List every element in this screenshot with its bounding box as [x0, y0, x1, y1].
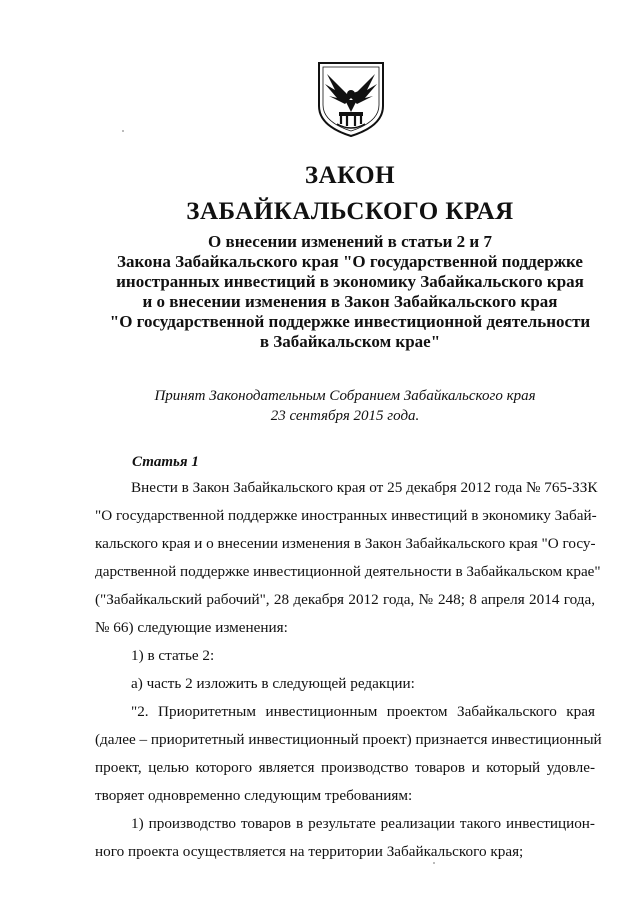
article-line: (далее – приоритетный инвестиционный проект) признается инвестиционный	[95, 731, 602, 748]
adoption-note	[0, 386, 640, 426]
subject-line: О внесении изменений в статьи 2 и 7	[208, 232, 492, 251]
article-line: 1) производство товаров в результате реализации такого инвестицион-	[131, 815, 595, 832]
article-line: Внести в Закон Забайкальского края от 25 декабря 2012 года № 765-ЗЗК	[131, 479, 598, 496]
subject-line: в Забайкальском крае"	[259, 332, 441, 351]
subject-line: иностранных инвестиций в экономику Забайкальского края	[116, 272, 584, 291]
article-line: а) часть 2 изложить в следующей редакции:	[131, 675, 415, 692]
scan-artifact	[433, 862, 435, 864]
article-line: проект, целью которого является производство товаров и который удовле-	[95, 759, 595, 776]
adoption-line: 23 сентября 2015 года.	[270, 408, 420, 424]
article-line: 1) в статье 2:	[131, 647, 215, 664]
law-title-line2: ЗАБАЙКАЛЬСКОГО КРАЯ	[186, 198, 514, 225]
article-line: ного проекта осуществляется на территории Забайкальского края;	[95, 843, 524, 860]
article-title: Статья 1	[132, 454, 199, 470]
coat-of-arms-emblem	[315, 60, 387, 138]
article-line: "О государственной поддержке иностранных инвестиций в экономику Забай-	[95, 507, 597, 524]
subject-line: "О государственной поддержке инвестиционной деятельности	[109, 312, 591, 331]
article-line: дарственной поддержке инвестиционной деятельности в Забайкальском крае"	[95, 563, 601, 580]
subject-line: Закона Забайкальского края "О государственной поддержке	[117, 252, 583, 271]
article-line: "2. Приоритетным инвестиционным проектом Забайкальского края	[131, 703, 595, 720]
article-line: кальского края и о внесении изменения в Закон Забайкальского края "О госу-	[95, 535, 596, 552]
adoption-line: Принят Законодательным Собранием Забайкальского края	[154, 388, 536, 404]
subject-line: и о внесении изменения в Закон Забайкальского края	[142, 292, 558, 311]
law-subject	[0, 232, 640, 352]
article-line: творяет одновременно следующим требованиям:	[95, 787, 413, 804]
article-line: № 66) следующие изменения:	[95, 619, 288, 636]
article-line: ("Забайкальский рабочий", 28 декабря 2012 года, № 248; 8 апреля 2014 года,	[95, 591, 595, 608]
law-title-line1: ЗАКОН	[304, 162, 396, 189]
scan-artifact	[122, 130, 124, 132]
